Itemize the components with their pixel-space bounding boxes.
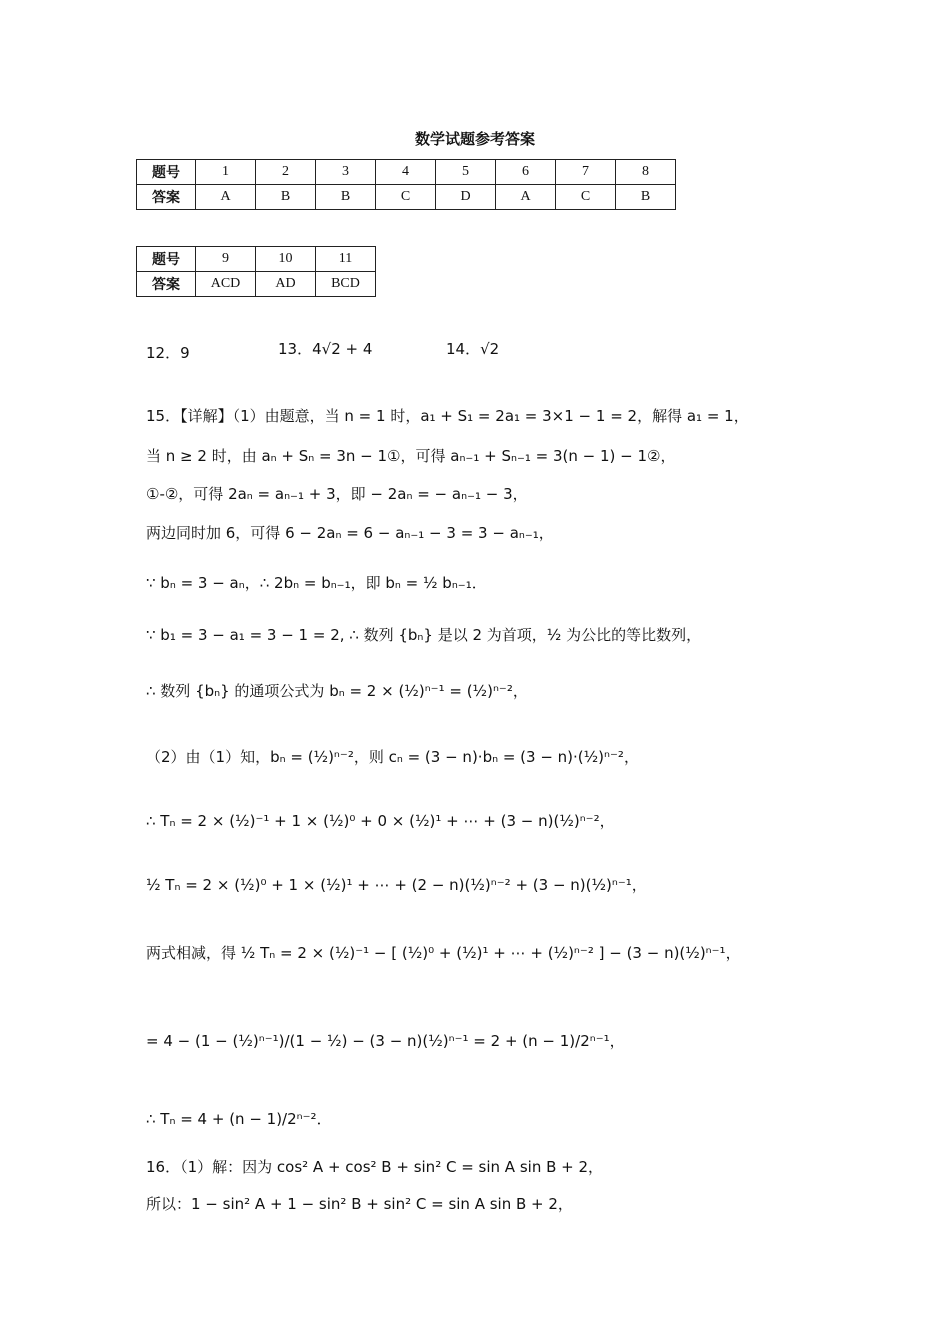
table-cell: 1	[196, 160, 256, 185]
table-cell: 2	[256, 160, 316, 185]
fill-answer-12: 12．9	[146, 344, 190, 362]
table-cell: 4	[376, 160, 436, 185]
row-header: 答案	[137, 272, 196, 297]
table-cell: D	[436, 185, 496, 210]
solution-line: 两边同时加 6，可得 6 − 2aₙ = 6 − aₙ₋₁ − 3 = 3 − aₙ₋₁，	[146, 524, 554, 542]
table-cell: 6	[496, 160, 556, 185]
table-row	[137, 185, 676, 210]
fill-answer-13: 13．4√2 + 4	[278, 340, 373, 358]
solution-line: ∴ Tₙ = 4 + (n − 1)/2ⁿ⁻²．	[146, 1110, 332, 1128]
table-cell: ACD	[196, 272, 256, 297]
solution-line: ½ Tₙ = 2 × (½)⁰ + 1 × (½)¹ + ⋯ + (2 − n)(½)ⁿ⁻² + (3 − n)(½)ⁿ⁻¹，	[146, 876, 647, 894]
answer-table-1	[136, 159, 676, 210]
solution-line: 两式相减，得 ½ Tₙ = 2 × (½)⁻¹ − [ (½)⁰ + (½)¹ + ⋯ + (½)ⁿ⁻² ] − (3 − n)(½)ⁿ⁻¹，	[146, 944, 741, 962]
solution-line: ∵ bₙ = 3 − aₙ，∴ 2bₙ = bₙ₋₁，即 bₙ = ½ bₙ₋₁．	[146, 574, 487, 592]
table-cell: 9	[196, 247, 256, 272]
solution-line: 所以：1 − sin² A + 1 − sin² B + sin² C = sin A sin B + 2，	[146, 1195, 573, 1213]
solution-line: ∴ 数列 {bₙ} 的通项公式为 bₙ = 2 × (½)ⁿ⁻¹ = (½)ⁿ⁻²，	[146, 682, 528, 700]
solution-line: 当 n ≥ 2 时，由 aₙ + Sₙ = 3n − 1①，可得 aₙ₋₁ + Sₙ₋₁ = 3(n − 1) − 1②，	[146, 447, 676, 465]
table-cell: 5	[436, 160, 496, 185]
table-cell: 8	[616, 160, 676, 185]
solution-line: ∵ b₁ = 3 − a₁ = 3 − 1 = 2, ∴ 数列 {bₙ} 是以 2 为首项，½ 为公比的等比数列，	[146, 626, 702, 644]
table-cell: C	[376, 185, 436, 210]
row-header: 题号	[137, 247, 196, 272]
solution-line: ①-②，可得 2aₙ = aₙ₋₁ + 3，即 − 2aₙ = − aₙ₋₁ − 3，	[146, 485, 528, 503]
table-cell: 7	[556, 160, 616, 185]
answer-table-2	[136, 246, 376, 297]
table-cell: B	[316, 185, 376, 210]
table-cell: BCD	[316, 272, 376, 297]
table-cell: 3	[316, 160, 376, 185]
solution-line: 16．（1）解：因为 cos² A + cos² B + sin² C = sin A sin B + 2，	[146, 1158, 604, 1176]
table-cell: 11	[316, 247, 376, 272]
table-cell: B	[616, 185, 676, 210]
table-cell: AD	[256, 272, 316, 297]
table-row	[137, 160, 676, 185]
table-row	[137, 247, 376, 272]
table-cell: A	[196, 185, 256, 210]
table-cell: B	[256, 185, 316, 210]
table-cell: A	[496, 185, 556, 210]
row-header: 答案	[137, 185, 196, 210]
table-row	[137, 272, 376, 297]
page-title: 数学试题参考答案	[414, 130, 535, 148]
solution-line: = 4 − (1 − (½)ⁿ⁻¹)/(1 − ½) − (3 − n)(½)ⁿ⁻¹ = 2 + (n − 1)/2ⁿ⁻¹，	[146, 1032, 625, 1050]
solution-line: ∴ Tₙ = 2 × (½)⁻¹ + 1 × (½)⁰ + 0 × (½)¹ + ⋯ + (3 − n)(½)ⁿ⁻²，	[146, 812, 615, 830]
row-header: 题号	[137, 160, 196, 185]
fill-answer-14: 14．√2	[446, 340, 500, 358]
solution-line: 15．【详解】（1）由题意，当 n = 1 时，a₁ + S₁ = 2a₁ = 3×1 − 1 = 2，解得 a₁ = 1，	[146, 407, 749, 425]
table-cell: C	[556, 185, 616, 210]
table-cell: 10	[256, 247, 316, 272]
solution-line: （2）由（1）知，bₙ = (½)ⁿ⁻²，则 cₙ = (3 − n)·bₙ = (3 − n)·(½)ⁿ⁻²，	[146, 748, 639, 766]
